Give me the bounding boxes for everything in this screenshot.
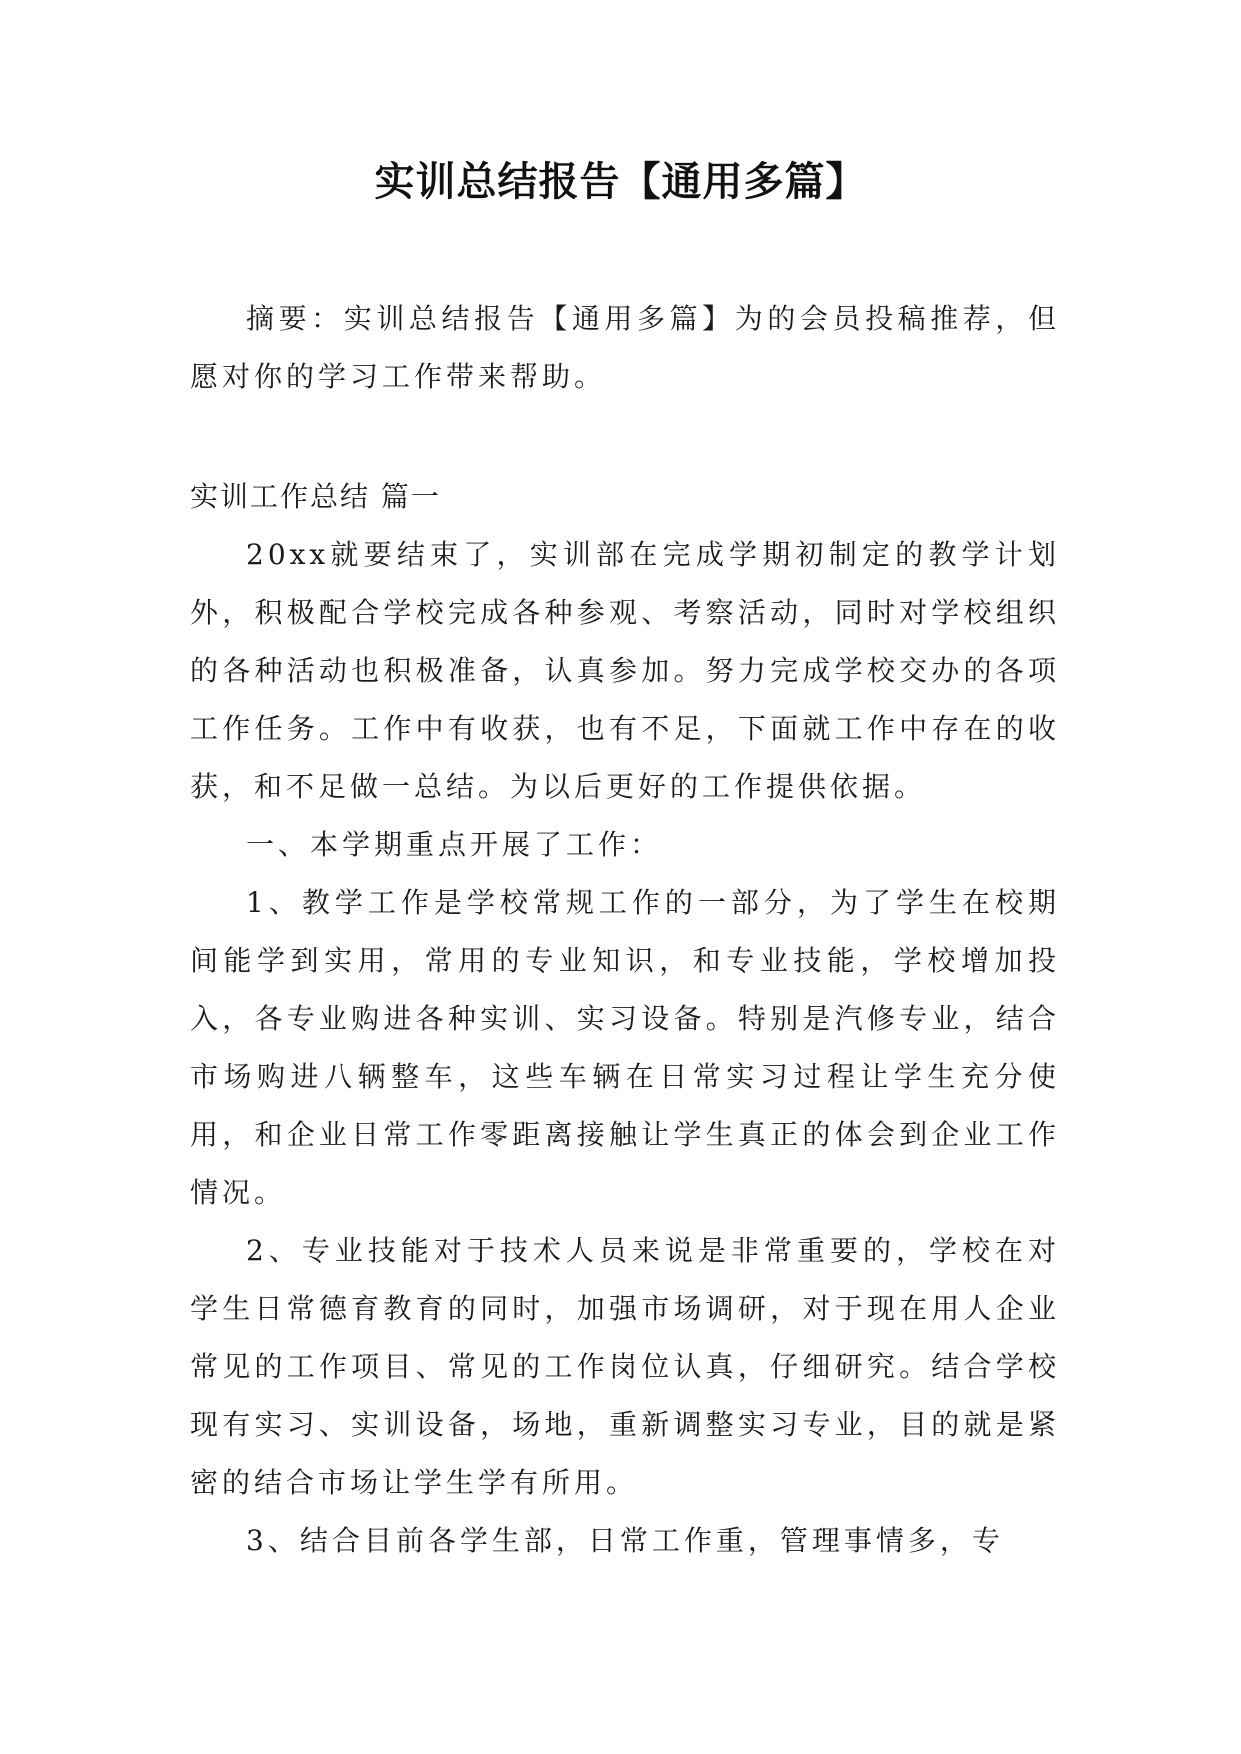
body-paragraph: 1、教学工作是学校常规工作的一部分，为了学生在校期间能学到实用，常用的专业知识，和专业技能，学校增加投入，各专业购进各种实训、实习设备。特别是汽修专业，结合市场购进八辆整车，这些车辆在日常实习过程让学生充分使用，和企业日常工作零距离接触让学生真正的体会到企业工作情况。	[190, 886, 1060, 1209]
section-title: 实训工作总结 篇一	[190, 480, 441, 513]
body-paragraph: 2、专业技能对于技术人员来说是非常重要的，学校在对学生日常德育教育的同时，加强市场调研，对于现在用人企业常见的工作项目、常见的工作岗位认真，仔细研究。结合学校现有实习、实训设备，场地，重新调整实习专业，目的就是紧密的结合市场让学生学有所用。	[190, 1234, 1060, 1499]
body-paragraph: 20xx就要结束了，实训部在完成学期初制定的教学计划外，积极配合学校完成各种参观、考察活动，同时对学校组织的各种活动也积极准备，认真参加。努力完成学校交办的各项工作任务。工作中有收获，也有不足，下面就工作中存在的收获，和不足做一总结。为以后更好的工作提供依据。	[190, 538, 1060, 803]
body-paragraph: 一、本学期重点开展了工作：	[246, 828, 663, 861]
abstract-paragraph: 摘要：实训总结报告【通用多篇】为的会员投稿推荐，但愿对你的学习工作带来帮助。	[190, 302, 1060, 393]
body-paragraph: 3、结合目前各学生部，日常工作重，管理事情多，专	[246, 1524, 1004, 1557]
document-title: 实训总结报告【通用多篇】	[374, 159, 867, 205]
document-body	[190, 290, 1060, 1570]
